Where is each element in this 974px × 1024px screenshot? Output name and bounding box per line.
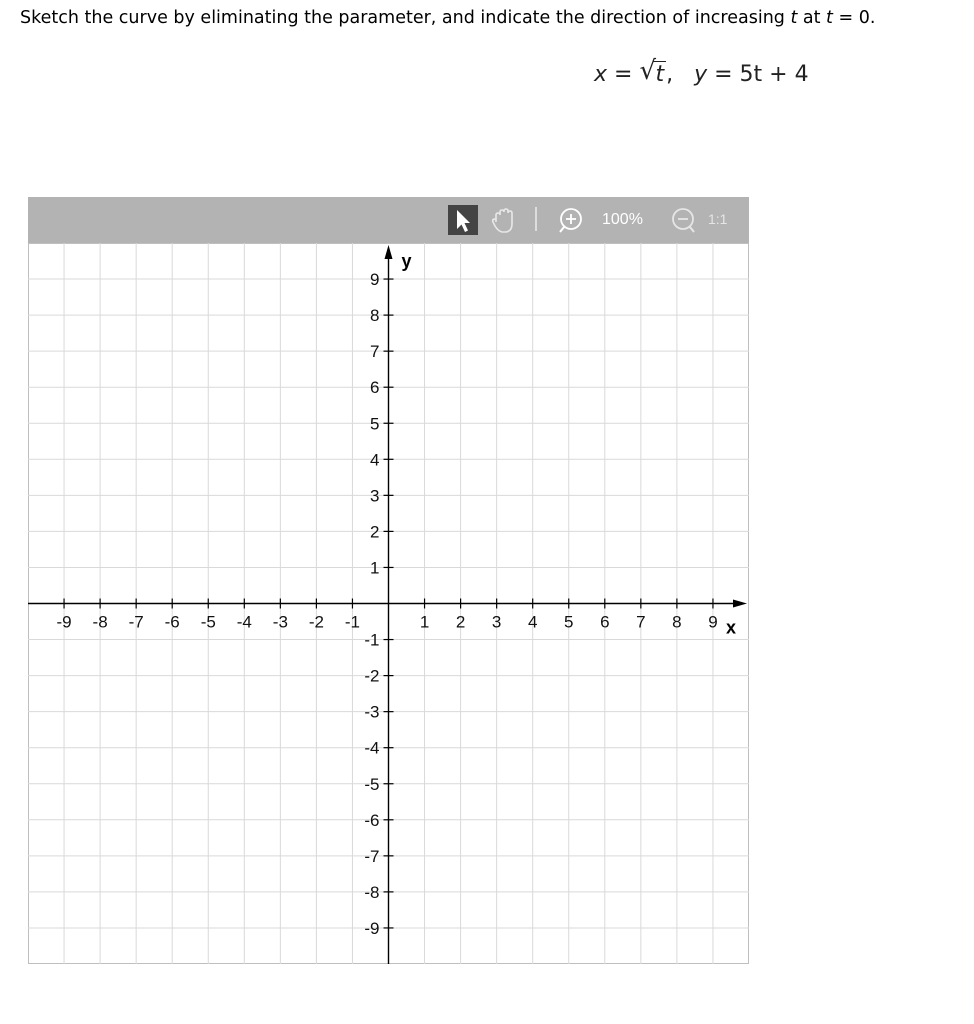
- y-tick-label: 7: [370, 342, 380, 362]
- x-tick-label: 9: [708, 612, 718, 632]
- zoom-in-button[interactable]: [556, 205, 586, 235]
- y-axis-label: y: [401, 251, 412, 271]
- zoom-level: 100%: [602, 211, 643, 228]
- x-tick-label: 6: [600, 612, 610, 632]
- y-tick-label: -5: [364, 774, 380, 794]
- x-tick-label: -3: [272, 612, 288, 632]
- y-tick-label: -3: [364, 702, 380, 722]
- x-tick-label: -5: [200, 612, 216, 632]
- graph-toolbar: [28, 197, 749, 243]
- x-tick-label: -7: [128, 612, 144, 632]
- equation-equals-1: =: [607, 62, 640, 87]
- zoom-out-button[interactable]: [668, 205, 698, 235]
- y-tick-label: -2: [364, 666, 380, 686]
- y-tick-label: -6: [364, 810, 380, 830]
- x-tick-label: 4: [527, 612, 538, 632]
- equation-comma: ,: [666, 62, 674, 87]
- prompt-text-1: Sketch the curve by eliminating the parameter, and indicate the direction of increasing: [20, 8, 791, 28]
- y-tick-label: 6: [370, 378, 380, 398]
- radicand: t: [655, 62, 665, 87]
- parametric-equations: [594, 56, 809, 87]
- equation-y-var: y: [694, 62, 708, 87]
- x-axis-label: x: [725, 617, 737, 638]
- zoom-out-icon: [668, 205, 698, 235]
- equation-rhs-2: = 5t + 4: [707, 62, 809, 87]
- toolbar-separator: [535, 207, 537, 231]
- x-tick-label: -8: [92, 612, 108, 632]
- radical-sign: √: [639, 56, 657, 86]
- prompt-text-3: = 0.: [832, 8, 876, 28]
- y-tick-label: 1: [370, 558, 380, 578]
- reset-zoom-button[interactable]: 1:1: [708, 211, 728, 227]
- pointer-arrow-icon: [448, 205, 478, 235]
- x-tick-label: -6: [164, 612, 180, 632]
- x-tick-label: 5: [564, 612, 574, 632]
- x-tick-label: -1: [344, 612, 361, 632]
- x-tick-label: 1: [419, 612, 430, 632]
- prompt-var-t-1: t: [790, 8, 798, 28]
- graphing-tool: [28, 197, 749, 964]
- y-tick-label: 5: [370, 414, 380, 434]
- x-tick-label: -4: [236, 612, 252, 632]
- zoom-in-icon: [556, 205, 586, 235]
- x-tick-label: 8: [672, 612, 682, 632]
- x-tick-label: 7: [636, 612, 646, 632]
- prompt-text-2: at: [797, 8, 827, 28]
- x-tick-label: 3: [491, 612, 502, 632]
- y-tick-label: 4: [370, 450, 380, 470]
- coordinate-plane[interactable]: [28, 243, 749, 964]
- x-tick-label: 2: [455, 612, 466, 632]
- y-tick-label: -9: [364, 918, 380, 938]
- pointer-tool-button[interactable]: [448, 205, 478, 235]
- pan-tool-button[interactable]: [488, 205, 518, 235]
- y-tick-label: -1: [364, 630, 380, 650]
- x-tick-label: -2: [308, 612, 324, 632]
- y-tick-label: 8: [370, 306, 380, 326]
- y-tick-label: -7: [364, 846, 380, 866]
- hand-pan-icon: [488, 205, 518, 235]
- y-tick-label: 9: [370, 270, 380, 290]
- equation-x-var: x: [594, 62, 608, 87]
- y-tick-label: 2: [370, 522, 380, 542]
- x-tick-label: -9: [56, 612, 72, 632]
- problem-statement: [20, 8, 875, 28]
- y-tick-label: -4: [364, 738, 380, 758]
- sqrt-expression: [639, 56, 666, 87]
- prompt-var-t-2: t: [826, 8, 833, 28]
- y-tick-label: -8: [364, 882, 380, 902]
- y-tick-label: 3: [370, 486, 380, 506]
